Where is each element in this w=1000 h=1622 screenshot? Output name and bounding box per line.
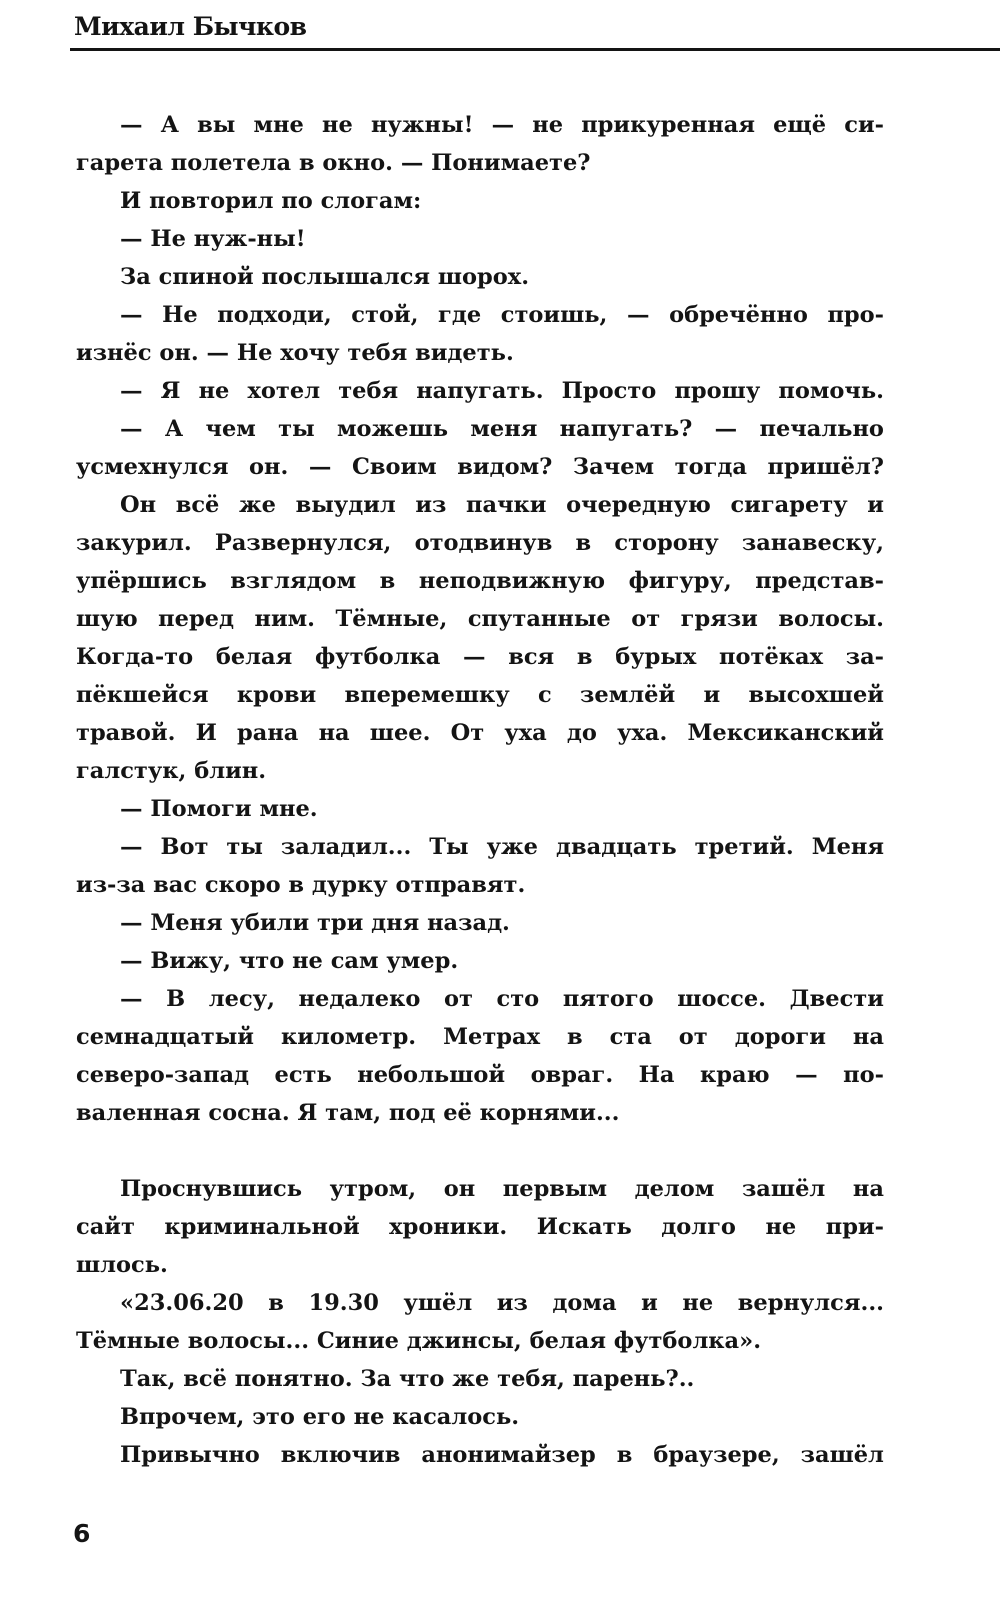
text-line: Впрочем, это его не касалось. [120, 1404, 520, 1430]
text-word: от [678, 1024, 708, 1050]
text-line [76, 828, 884, 866]
page-header [0, 0, 1000, 56]
text-word: пёкшейся [76, 682, 209, 708]
text-word: В [166, 986, 186, 1012]
text-word: печально [759, 416, 884, 442]
text-word: — [120, 986, 143, 1012]
text-word: недалеко [298, 986, 421, 1012]
text-word: — [120, 302, 143, 328]
text-word: стоишь, [500, 302, 608, 328]
text-word: напугать. [416, 378, 544, 404]
text-word: си- [844, 112, 884, 138]
text-line: — Вижу, что не сам умер. [120, 948, 459, 974]
text-word: же [238, 492, 276, 518]
text-word: взглядом [230, 568, 357, 594]
text-word: лесу, [208, 986, 275, 1012]
text-word: — [714, 416, 738, 442]
text-word: — [120, 112, 143, 138]
text-word: небольшой [357, 1062, 506, 1088]
text-word: краю [700, 1062, 770, 1088]
text-word: хотел [247, 378, 321, 404]
text-word: и [703, 682, 721, 708]
text-word: утром, [329, 1176, 417, 1202]
text-word: включив [280, 1442, 401, 1468]
text-word: дома [552, 1290, 617, 1316]
text-word: семнадцатый [76, 1024, 254, 1050]
text-word: Просто [561, 378, 657, 404]
text-line: Так, всё понятно. За что же тебя, парень?.. [120, 1366, 695, 1392]
text-word: пятого [562, 986, 654, 1012]
text-line [76, 980, 884, 1018]
text-word: ты [226, 834, 263, 860]
text-word: подходи, [217, 302, 332, 328]
text-word: делом [634, 1176, 715, 1202]
text-word: Метрах [443, 1024, 541, 1050]
text-word: — [120, 378, 143, 404]
text-word: закурил. [76, 530, 192, 556]
text-word: обречённо [669, 302, 808, 328]
text-word: 19.30 [308, 1290, 379, 1316]
text-line: галстук, блин. [76, 758, 267, 784]
text-word: криминальной [164, 1214, 360, 1240]
text-word: вернулся... [737, 1290, 884, 1316]
text-line [76, 372, 884, 410]
text-word: третий. [694, 834, 794, 860]
text-line [76, 638, 884, 676]
text-line [76, 1056, 884, 1094]
text-word: не [765, 1214, 797, 1240]
body-text [76, 106, 884, 1474]
text-word: анонимайзер [421, 1442, 596, 1468]
text-word: нужны! [370, 112, 474, 138]
text-line [76, 1284, 884, 1322]
text-word: напугать? [559, 416, 693, 442]
text-line: — Не нуж-ны! [120, 226, 306, 252]
text-line [76, 106, 884, 144]
text-word: Он [120, 492, 157, 518]
text-line [76, 410, 884, 448]
text-word: пачки [466, 492, 547, 518]
text-word: занавеску, [741, 530, 884, 556]
text-line [76, 1208, 884, 1246]
text-line [76, 676, 884, 714]
text-word: рана [237, 720, 299, 746]
text-line [76, 1436, 884, 1474]
text-word: упёршись [76, 568, 207, 594]
text-word: Развернулся, [214, 530, 392, 556]
text-line: валенная сосна. Я там, под её корнями... [76, 1100, 620, 1126]
text-word: Проснувшись [120, 1176, 303, 1202]
text-word: в [576, 644, 593, 670]
text-word: стой, [351, 302, 419, 328]
text-word: двадцать [555, 834, 677, 860]
text-word: и [867, 492, 884, 518]
text-word: прикуренная [581, 112, 755, 138]
text-word: в [268, 1290, 284, 1316]
text-word: овраг. [530, 1062, 614, 1088]
text-word: — [120, 834, 143, 860]
text-word: в [575, 530, 592, 556]
text-word: — [795, 1062, 818, 1088]
text-word: всё [175, 492, 220, 518]
text-word: Своим [351, 454, 437, 480]
text-word: северо-запад [76, 1062, 250, 1088]
paragraph-break [76, 1132, 884, 1170]
text-word: — [491, 112, 515, 138]
text-word: вы [197, 112, 236, 138]
text-word: на [852, 1024, 884, 1050]
text-line [76, 296, 884, 334]
text-word: дороги [734, 1024, 826, 1050]
text-word: потёках [719, 644, 824, 670]
text-word: футболка [314, 644, 441, 670]
text-line [76, 448, 884, 486]
text-word: А [164, 416, 184, 442]
text-word: есть [274, 1062, 332, 1088]
text-word: ты [278, 416, 315, 442]
text-word: про- [827, 302, 884, 328]
text-word: и [641, 1290, 658, 1316]
text-line: — Помоги мне. [120, 796, 318, 822]
text-word: белая [215, 644, 293, 670]
text-word: меня [470, 416, 538, 442]
text-word: грязи [680, 606, 758, 632]
text-word: от [631, 606, 661, 632]
text-word: мне [253, 112, 304, 138]
text-line [76, 714, 884, 752]
text-word: вперемешку [344, 682, 510, 708]
text-word: тебя [338, 378, 399, 404]
text-line: гарета полетела в окно. — Понимаете? [76, 150, 591, 176]
text-word: где [438, 302, 482, 328]
text-line: И повторил по слогам: [120, 188, 422, 214]
text-word: Не [162, 302, 198, 328]
text-line [76, 486, 884, 524]
text-word: от [443, 986, 473, 1012]
text-word: волосы. [778, 606, 884, 632]
text-word: он. [249, 454, 289, 480]
text-line: За спиной послышался шорох. [120, 264, 530, 290]
text-word: Вот [160, 834, 209, 860]
text-word: на [852, 1176, 884, 1202]
text-word: сторону [614, 530, 719, 556]
text-line [76, 524, 884, 562]
text-line [76, 562, 884, 600]
text-word: шоссе. [677, 986, 767, 1012]
text-word: Тёмные, [335, 606, 448, 632]
text-word: ещё [773, 112, 827, 138]
text-word: на [318, 720, 350, 746]
text-word: сигарету [730, 492, 848, 518]
text-word: при- [825, 1214, 884, 1240]
text-line [76, 1170, 884, 1208]
text-word: не [322, 112, 353, 138]
text-word: шее. [369, 720, 431, 746]
text-word: Ты [429, 834, 469, 860]
text-word: Двести [789, 986, 884, 1012]
text-line: изнёс он. — Не хочу тебя видеть. [76, 340, 514, 366]
text-word: От [450, 720, 485, 746]
text-word: фигуру, [628, 568, 732, 594]
text-word: сайт [76, 1214, 135, 1240]
page-number: 6 [73, 1519, 91, 1548]
text-word: прошу [674, 378, 761, 404]
text-word: — [120, 416, 143, 442]
text-line: из-за вас скоро в дурку отправят. [76, 872, 526, 898]
text-word: бурых [615, 644, 697, 670]
text-word: не [532, 112, 564, 138]
text-word: — [308, 454, 332, 480]
text-word: по- [843, 1062, 884, 1088]
text-word: не [682, 1290, 714, 1316]
text-word: ста [609, 1024, 652, 1050]
text-word: перед [158, 606, 234, 632]
text-word: землёй [580, 682, 676, 708]
text-line: шлось. [76, 1252, 168, 1278]
text-word: с [538, 682, 552, 708]
text-word: тогда [674, 454, 747, 480]
text-word: уже [486, 834, 539, 860]
text-word: усмехнулся [76, 454, 229, 480]
header-rule [70, 48, 1000, 51]
text-word: «23.06.20 [120, 1290, 244, 1316]
text-word: А [160, 112, 179, 138]
text-word: ним. [254, 606, 316, 632]
text-word: Мексиканский [687, 720, 884, 746]
text-word: долго [661, 1214, 736, 1240]
text-word: представ- [755, 568, 884, 594]
text-word: высохшей [748, 682, 884, 708]
text-word: чем [205, 416, 256, 442]
text-line: Тёмные волосы... Синие джинсы, белая футболка». [76, 1328, 762, 1354]
text-word: Искать [536, 1214, 632, 1240]
text-word: можешь [336, 416, 449, 442]
text-word: очередную [566, 492, 711, 518]
text-word: спутанные [467, 606, 611, 632]
text-word: Меня [811, 834, 884, 860]
text-word: Зачем [572, 454, 655, 480]
text-word: сто [496, 986, 540, 1012]
text-word: уха. [617, 720, 668, 746]
text-word: ушёл [403, 1290, 473, 1316]
text-word: И [195, 720, 217, 746]
text-word: зашёл [800, 1442, 884, 1468]
text-word: зашёл [741, 1176, 826, 1202]
text-line [76, 600, 884, 638]
text-word: до [566, 720, 597, 746]
text-word: не [198, 378, 230, 404]
text-line: — Меня убили три дня назад. [120, 910, 510, 936]
text-word: Привычно [120, 1442, 260, 1468]
text-word: — [626, 302, 650, 328]
text-word: уха [504, 720, 547, 746]
running-head-author: Михаил Бычков [74, 12, 307, 41]
text-word: в [616, 1442, 633, 1468]
text-word: из [415, 492, 447, 518]
text-word: заладил... [280, 834, 412, 860]
text-word: в [379, 568, 396, 594]
text-word: первым [502, 1176, 608, 1202]
text-word: шую [76, 606, 138, 632]
text-word: за- [845, 644, 884, 670]
text-word: травой. [76, 720, 176, 746]
text-word: На [638, 1062, 675, 1088]
text-word: в [566, 1024, 583, 1050]
text-word: помочь. [778, 378, 884, 404]
text-word: из [496, 1290, 528, 1316]
text-word: браузере, [653, 1442, 780, 1468]
text-word: вся [508, 644, 555, 670]
text-word: хроники. [389, 1214, 508, 1240]
text-word: крови [236, 682, 317, 708]
text-word: Когда-то [76, 644, 194, 670]
text-line [76, 1018, 884, 1056]
text-word: видом? [457, 454, 553, 480]
text-word: километр. [280, 1024, 417, 1050]
text-word: Я [160, 378, 181, 404]
text-word: отодвинув [414, 530, 553, 556]
text-word: — [462, 644, 486, 670]
text-word: выудил [295, 492, 396, 518]
text-word: пришёл? [767, 454, 884, 480]
text-word: он [443, 1176, 476, 1202]
text-word: неподвижную [418, 568, 606, 594]
